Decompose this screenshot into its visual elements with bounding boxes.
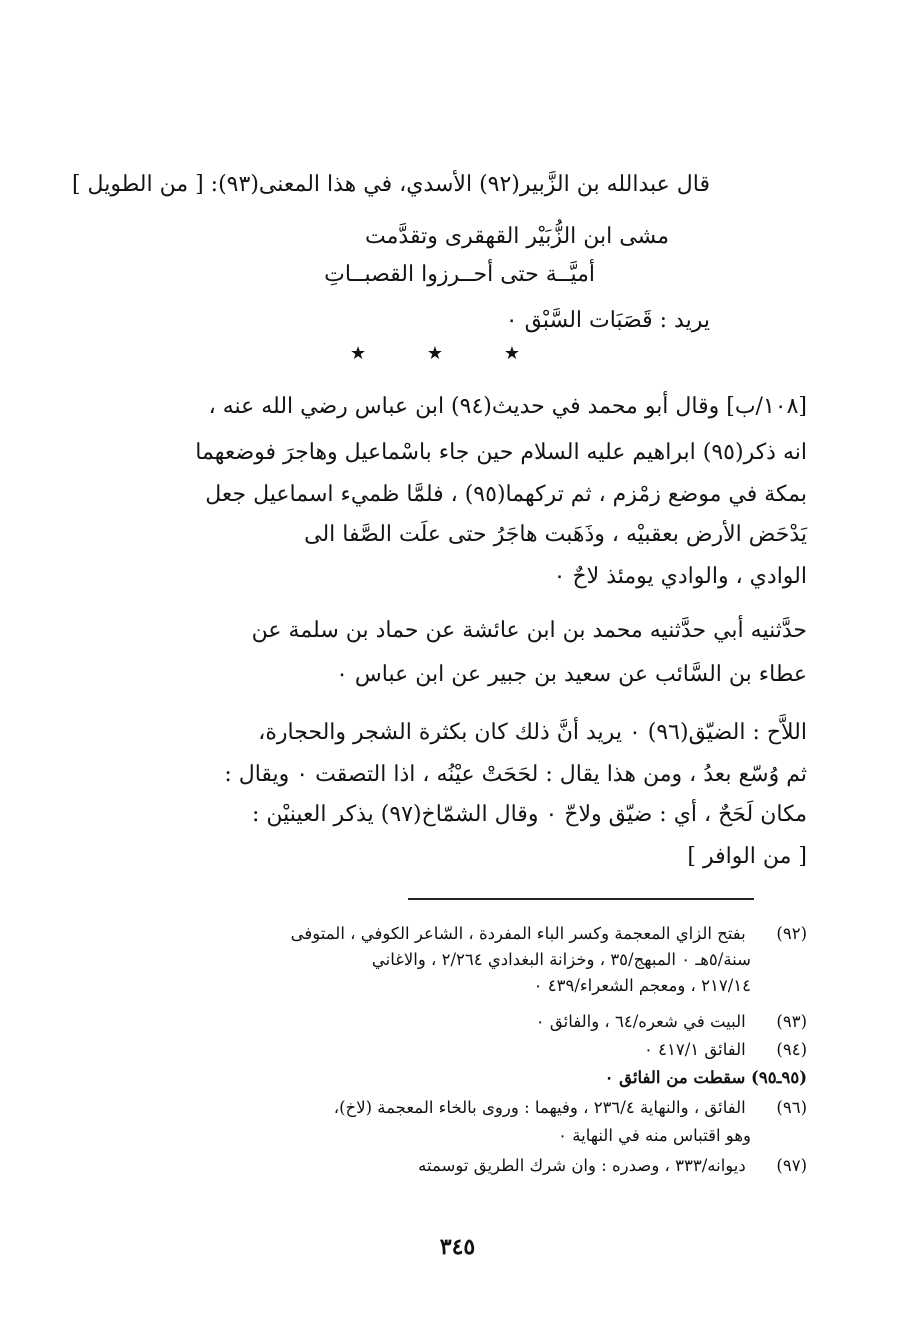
star-icon: ★ [503,343,520,364]
paragraph-line: حدَّثنيه أبي حدَّثنيه محمد بن ابن عائشة عن حماد بن سلمة عن [251,618,807,643]
footnote-92 [291,922,807,946]
footnote-text: ديوانه/٣٣٣ ، وصدره : وان شرك الطريق توسمته [418,1156,746,1175]
footnote-number: (٩٧) [776,1156,807,1175]
page-number: ٣٤٥ [439,1234,476,1260]
paragraph-line: ثم وُسّع بعدُ ، ومن هذا يقال : لحَحَتْ عيْنُه ، اذا التصقت ٠ ويقال : [224,762,807,787]
footnote-92-cont [534,974,751,998]
poem-explanation: يريد : قَصَبَات السَّبْق ٠ [505,308,710,333]
paragraph-line: الوادي ، والوادي يومئذ لاحٌ ٠ [553,564,807,589]
footnote-93 [536,1010,807,1034]
footnote-text: الفائق ٤١٧/١ ٠ [644,1040,746,1059]
star-icon: ★ [426,343,444,364]
paragraph-line: [١٠٨/ب] وقال أبو محمد في حديث(٩٤) ابن عباس رضي الله عنه ، [208,394,807,419]
paragraph-line: [ من الوافر ] [687,844,807,869]
footnote-text: البيت في شعره/٦٤ ، والفائق ٠ [535,1012,746,1031]
footnote-text: ٢١٧/١٤ ، ومعجم الشعراء/٤٣٩ ٠ [533,976,751,995]
paragraph-line: اللاَّح : الضيّق(٩٦) ٠ يريد أنَّ ذلك كان بكثرة الشجر والحجارة، [258,720,807,745]
footnote-96 [334,1096,807,1120]
paragraph-line: بمكة في موضع زمْزم ، ثم تركهما(٩٥) ، فلمَّا ظميء اسماعيل جعل [205,482,807,507]
footnote-text: الفائق ، والنهاية ٢٣٦/٤ ، وفيهما : وروى بالخاء المعجمة (لاخ)، [333,1098,746,1117]
poem-verse-2: أميَّــة حتى أحــرزوا القصبــاتِ [324,262,595,287]
footnote-number: (٩٢) [776,924,807,943]
section-separator [350,343,520,364]
star-icon: ★ [350,343,367,364]
footnote-divider [408,898,754,900]
footnote-text: وهو اقتباس منه في النهاية ٠ [558,1126,751,1145]
footnote-number: (٩٣) [776,1012,807,1031]
footnote-number: (٩٤) [776,1040,807,1059]
footnote-text: (٩٥ـ٩٥) سقطت من الفائق ٠ [604,1068,807,1087]
footnote-96-cont [558,1124,751,1148]
footnote-95 [605,1066,807,1090]
footnote-97 [418,1154,807,1178]
footnote-94 [644,1038,807,1062]
poem-verse-1: مشى ابن الزُّبَيْر القهقرى وتقدَّمت [365,224,669,249]
footnote-text: سنة/٥هـ ٠ المبهج/٣٥ ، وخزانة البغدادي ٢/٢٦٤ ، والاغاني [371,950,751,969]
paragraph-line: يَدْحَض الأرض بعقبيْه ، وذَهَبت هاجَرُ حتى علَت الصَّفا الى [304,522,807,547]
paragraph-line: عطاء بن السَّائب عن سعيد بن جبير عن ابن عباس ٠ [336,662,807,687]
footnote-number: (٩٦) [776,1098,807,1117]
footnote-text: بفتح الزاي المعجمة وكسر الباء المفردة ، الشاعر الكوفي ، المتوفى [290,924,746,943]
paragraph-line: مكان لَحَحٌ ، أي : ضيّق ولاحّ ٠ وقال الشمّاخ(٩٧) يذكر العينيْن : [251,802,807,827]
footnote-92-cont [372,948,751,972]
poem-intro: قال عبدالله بن الزَّبير(٩٢) الأسدي، في هذا المعنى(٩٣): [ من الطويل ] [71,172,710,197]
paragraph-line: انه ذكر(٩٥) ابراهيم عليه السلام حين جاء باسْماعيل وهاجرَ فوضعهما [195,440,807,465]
